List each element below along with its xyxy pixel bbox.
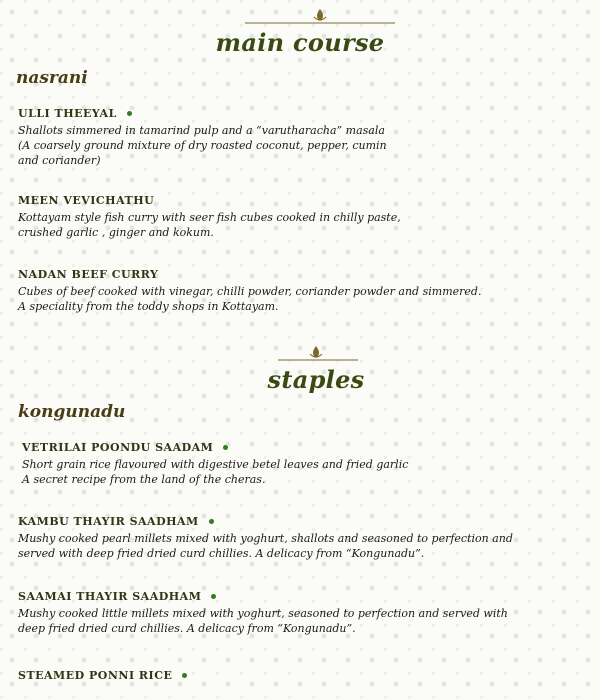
dish-name: NADAN BEEF CURRY: [18, 268, 159, 281]
dish-description: Kottayam style fish curry with seer fish cubes cooked in chilly paste, crushed garlic , ginger and kokum.: [18, 211, 401, 239]
section-divider-ornament: [0, 343, 600, 365]
section-divider-ornament: [0, 6, 600, 28]
menu-item: [18, 515, 588, 561]
veg-indicator-icon: [223, 445, 228, 450]
dish-description: Short grain rice flavoured with digestive betel leaves and fried garlic A secret recipe from the land of the cheras.: [22, 458, 409, 486]
veg-indicator-icon: [127, 111, 132, 116]
dish-name: VETRILAI POONDU SAADAM: [22, 441, 214, 454]
menu-item: [18, 194, 588, 240]
veg-indicator-icon: [211, 594, 216, 599]
section-subtitle: nasrani: [16, 68, 88, 88]
menu-item: [22, 441, 592, 487]
menu-item: [18, 107, 588, 168]
menu-item: [18, 590, 588, 636]
menu-item: [18, 669, 588, 682]
dish-description: Cubes of beef cooked with vinegar, chilli powder, coriander powder and simmered. A speciality from the toddy shops in Kottayam.: [18, 285, 482, 313]
menu-item: [18, 268, 588, 314]
dish-name: ULLI THEEYAL: [18, 107, 117, 120]
veg-indicator-icon: [209, 519, 214, 524]
dish-name: MEEN VEVICHATHU: [18, 194, 155, 207]
dish-name: STEAMED PONNI RICE: [18, 669, 173, 682]
dish-name: KAMBU THAYIR SAADHAM: [18, 515, 199, 528]
dish-name: SAAMAI THAYIR SAADHAM: [18, 590, 202, 603]
section-title: staples: [267, 365, 365, 394]
section-subtitle: kongunadu: [18, 402, 126, 422]
veg-indicator-icon: [182, 673, 187, 678]
dish-description: Shallots simmered in tamarind pulp and a “varutharacha” masala (A coarsely ground mixture of dry roasted coconut, pepper, cumin and coriander): [18, 124, 387, 167]
section-title: main course: [215, 28, 385, 57]
dish-description: Mushy cooked pearl millets mixed with yoghurt, shallots and seasoned to perfection and served with deep fried dried curd chillies. A delicacy from “Kongunadu”.: [18, 532, 513, 560]
dish-description: Mushy cooked little millets mixed with yoghurt, seasoned to perfection and served with deep fried dried curd chillies. A delicacy from “Kongunadu”.: [18, 607, 508, 635]
